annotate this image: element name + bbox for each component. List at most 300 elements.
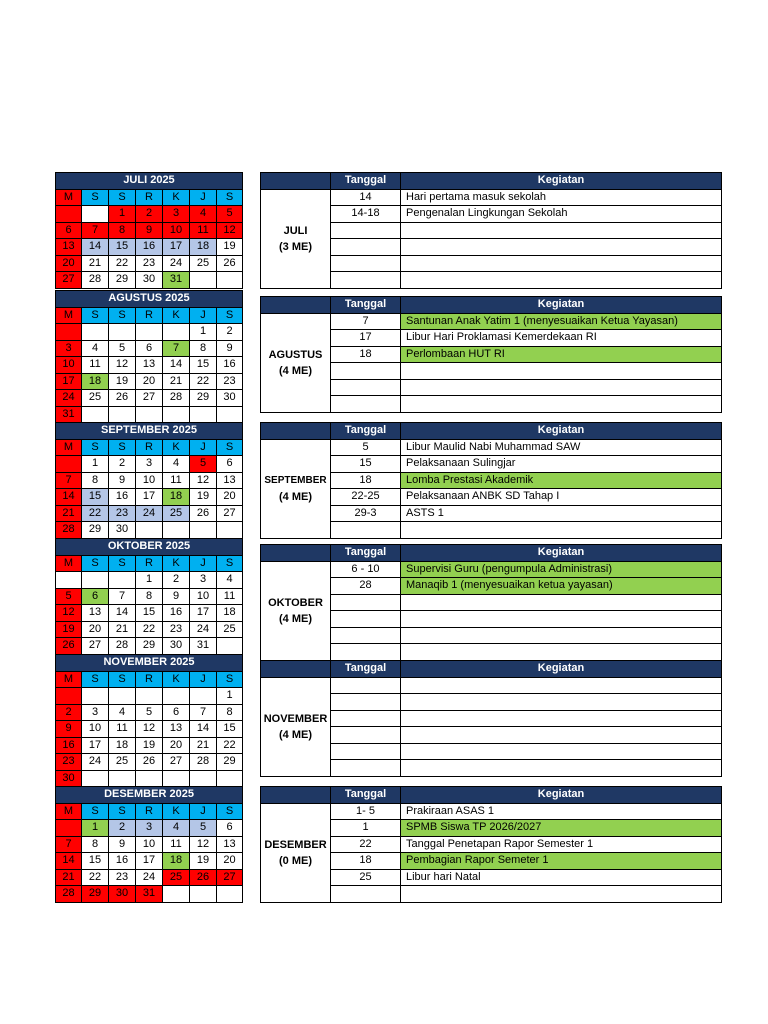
calendar-day: 9 xyxy=(109,836,136,853)
calendar-day: 7 xyxy=(190,704,217,721)
activity-row xyxy=(261,379,722,396)
weekday-label: M xyxy=(56,307,82,324)
activity-description xyxy=(401,727,722,744)
calendar-day: 9 xyxy=(217,340,243,357)
calendar-day: 4 xyxy=(109,704,136,721)
calendar-day: 19 xyxy=(217,239,243,256)
calendar-day: 29 xyxy=(190,390,217,407)
activity-date xyxy=(331,272,401,289)
weekday-header xyxy=(56,555,243,572)
activity-date xyxy=(331,677,401,694)
activity-description xyxy=(401,760,722,777)
calendar-day xyxy=(136,688,163,705)
calendar-day: 26 xyxy=(190,505,217,522)
calendar-day: 12 xyxy=(109,357,136,374)
calendar-day: 1 xyxy=(217,688,243,705)
weekday-label: S xyxy=(109,439,136,456)
calendar-day: 27 xyxy=(163,754,190,771)
calendar-week xyxy=(56,472,243,489)
activity-date xyxy=(331,239,401,256)
activity-date: 14 xyxy=(331,189,401,206)
calendar-day: 26 xyxy=(109,390,136,407)
calendar-day: 8 xyxy=(217,704,243,721)
calendar-agustus xyxy=(55,290,243,423)
activity-date xyxy=(331,627,401,644)
activity-row xyxy=(261,836,722,853)
calendar-day: 14 xyxy=(109,605,136,622)
header-kegiatan: Kegiatan xyxy=(401,173,722,190)
weekday-label: K xyxy=(163,189,190,206)
calendar-day: 10 xyxy=(56,357,82,374)
calendar-day: 26 xyxy=(56,638,82,655)
calendar-day: 15 xyxy=(136,605,163,622)
calendar-day: 15 xyxy=(82,489,109,506)
calendar-week xyxy=(56,754,243,771)
activity-date: 15 xyxy=(331,456,401,473)
calendar-day: 16 xyxy=(109,853,136,870)
calendar-day: 8 xyxy=(190,340,217,357)
activity-row xyxy=(261,803,722,820)
calendar-day xyxy=(190,688,217,705)
activities-september xyxy=(260,422,722,539)
calendar-day: 16 xyxy=(217,357,243,374)
calendar-day: 7 xyxy=(82,222,109,239)
calendar-day: 24 xyxy=(163,255,190,272)
calendar-day: 20 xyxy=(163,737,190,754)
calendar-day: 13 xyxy=(217,836,243,853)
calendar-day: 6 xyxy=(163,704,190,721)
calendar-week xyxy=(56,222,243,239)
calendar-day: 4 xyxy=(190,206,217,223)
activity-description: Libur Hari Proklamasi Kemerdekaan RI xyxy=(401,330,722,347)
activity-description: Pembagian Rapor Semeter 1 xyxy=(401,853,722,870)
activities-oktober xyxy=(260,544,722,661)
calendar-title: SEPTEMBER 2025 xyxy=(56,423,243,440)
month-me-count: (3 ME) xyxy=(279,240,312,253)
calendar-day: 12 xyxy=(136,721,163,738)
calendar-day: 31 xyxy=(190,638,217,655)
calendar-day: 6 xyxy=(82,588,109,605)
activity-description: Pelaksanaan Sulingjar xyxy=(401,456,722,473)
calendar-day: 21 xyxy=(163,373,190,390)
calendar-day: 12 xyxy=(190,472,217,489)
weekday-label: R xyxy=(136,307,163,324)
activity-row xyxy=(261,561,722,578)
calendar-day: 2 xyxy=(217,324,243,341)
calendar-day: 6 xyxy=(136,340,163,357)
calendar-day: 6 xyxy=(217,456,243,473)
calendar-day: 13 xyxy=(136,357,163,374)
activity-date xyxy=(331,363,401,380)
calendar-day xyxy=(109,688,136,705)
calendar-day: 8 xyxy=(109,222,136,239)
month-label xyxy=(261,313,331,412)
activities-juli xyxy=(260,172,722,289)
calendar-day: 28 xyxy=(163,390,190,407)
calendar-day: 25 xyxy=(163,869,190,886)
activity-description xyxy=(401,677,722,694)
activity-date xyxy=(331,594,401,611)
calendar-juli xyxy=(55,172,243,289)
calendar-week xyxy=(56,324,243,341)
calendar-day: 1 xyxy=(82,820,109,837)
calendar-day: 29 xyxy=(82,886,109,903)
activity-date xyxy=(331,644,401,661)
calendar-day xyxy=(190,886,217,903)
activity-date xyxy=(331,255,401,272)
activity-date: 22 xyxy=(331,836,401,853)
header-kegiatan: Kegiatan xyxy=(401,545,722,562)
calendar-day xyxy=(56,456,82,473)
calendar-day: 15 xyxy=(217,721,243,738)
month-name: OKTOBER xyxy=(268,596,323,609)
calendar-week xyxy=(56,406,243,423)
calendar-week xyxy=(56,820,243,837)
header-blank xyxy=(261,787,331,804)
weekday-label: M xyxy=(56,555,82,572)
weekday-label: S xyxy=(109,189,136,206)
calendar-day xyxy=(56,572,82,589)
month-label xyxy=(261,803,331,902)
month-name: SEPTEMBER xyxy=(264,474,327,486)
weekday-label: K xyxy=(163,671,190,688)
weekday-label: M xyxy=(56,803,82,820)
activity-description xyxy=(401,694,722,711)
calendar-day: 28 xyxy=(56,522,82,539)
activity-row xyxy=(261,489,722,506)
calendar-day: 26 xyxy=(136,754,163,771)
activity-description: SPMB Siswa TP 2026/2027 xyxy=(401,820,722,837)
calendar-day: 5 xyxy=(190,820,217,837)
activity-row xyxy=(261,694,722,711)
month-label xyxy=(261,189,331,288)
activity-description: Perlombaan HUT RI xyxy=(401,346,722,363)
calendar-day: 25 xyxy=(163,505,190,522)
weekday-label: K xyxy=(163,803,190,820)
calendar-week xyxy=(56,588,243,605)
calendar-day xyxy=(109,572,136,589)
header-tanggal: Tanggal xyxy=(331,297,401,314)
calendar-day: 20 xyxy=(136,373,163,390)
calendar-day xyxy=(217,638,243,655)
calendar-day: 11 xyxy=(163,836,190,853)
calendar-day: 15 xyxy=(82,853,109,870)
calendar-day: 31 xyxy=(163,272,190,289)
weekday-label: J xyxy=(190,555,217,572)
activity-date: 6 - 10 xyxy=(331,561,401,578)
calendar-november xyxy=(55,654,243,787)
weekday-label: S xyxy=(109,671,136,688)
weekday-label: J xyxy=(190,307,217,324)
calendar-day: 21 xyxy=(190,737,217,754)
calendar-day: 10 xyxy=(190,588,217,605)
calendar-day: 29 xyxy=(82,522,109,539)
calendar-day: 30 xyxy=(217,390,243,407)
activity-description: Pengenalan Lingkungan Sekolah xyxy=(401,206,722,223)
calendar-week xyxy=(56,737,243,754)
calendar-day: 28 xyxy=(190,754,217,771)
activity-date: 1 xyxy=(331,820,401,837)
calendar-day: 8 xyxy=(82,472,109,489)
calendar-day: 29 xyxy=(217,754,243,771)
weekday-label: J xyxy=(190,439,217,456)
month-name: DESEMBER xyxy=(264,838,327,851)
calendar-day: 15 xyxy=(190,357,217,374)
month-me-count: (4 ME) xyxy=(279,612,312,625)
weekday-header xyxy=(56,671,243,688)
activity-description: ASTS 1 xyxy=(401,505,722,522)
activity-description xyxy=(401,627,722,644)
activity-description xyxy=(401,396,722,413)
calendar-oktober xyxy=(55,538,243,655)
header-kegiatan: Kegiatan xyxy=(401,423,722,440)
calendar-day xyxy=(190,406,217,423)
activity-row xyxy=(261,363,722,380)
calendar-day: 17 xyxy=(136,853,163,870)
activity-description xyxy=(401,594,722,611)
activity-date: 28 xyxy=(331,578,401,595)
calendar-week xyxy=(56,522,243,539)
calendar-day xyxy=(163,522,190,539)
weekday-header xyxy=(56,307,243,324)
calendar-day xyxy=(190,770,217,787)
activity-row xyxy=(261,346,722,363)
weekday-label: S xyxy=(217,439,243,456)
calendar-week xyxy=(56,621,243,638)
weekday-header xyxy=(56,803,243,820)
activity-description: Supervisi Guru (pengumpula Administrasi) xyxy=(401,561,722,578)
calendar-week xyxy=(56,770,243,787)
activity-description: Hari pertama masuk sekolah xyxy=(401,189,722,206)
activity-row xyxy=(261,886,722,903)
activity-date xyxy=(331,710,401,727)
calendar-day: 25 xyxy=(190,255,217,272)
calendar-week xyxy=(56,836,243,853)
activity-row xyxy=(261,677,722,694)
calendar-week xyxy=(56,638,243,655)
header-blank xyxy=(261,297,331,314)
weekday-header xyxy=(56,189,243,206)
calendar-day: 23 xyxy=(109,869,136,886)
calendar-day: 3 xyxy=(163,206,190,223)
calendar-day: 22 xyxy=(217,737,243,754)
calendar-day: 15 xyxy=(109,239,136,256)
activity-row xyxy=(261,853,722,870)
calendar-day xyxy=(56,206,82,223)
activity-description: Manaqib 1 (menyesuaikan ketua yayasan) xyxy=(401,578,722,595)
calendar-week xyxy=(56,605,243,622)
activity-row xyxy=(261,439,722,456)
weekday-label: K xyxy=(163,307,190,324)
calendar-day: 24 xyxy=(82,754,109,771)
calendar-day xyxy=(136,522,163,539)
calendar-week xyxy=(56,505,243,522)
calendar-day: 26 xyxy=(217,255,243,272)
month-name: JULI xyxy=(283,224,308,237)
calendar-day xyxy=(217,770,243,787)
weekday-label: R xyxy=(136,555,163,572)
calendar-day: 9 xyxy=(56,721,82,738)
calendar-day: 14 xyxy=(56,853,82,870)
calendar-day: 14 xyxy=(163,357,190,374)
calendar-day: 5 xyxy=(109,340,136,357)
calendar-week xyxy=(56,255,243,272)
calendar-week xyxy=(56,688,243,705)
activity-description xyxy=(401,272,722,289)
activities-agustus xyxy=(260,296,722,413)
activity-date: 18 xyxy=(331,346,401,363)
calendar-day: 10 xyxy=(163,222,190,239)
calendar-day: 5 xyxy=(136,704,163,721)
weekday-label: S xyxy=(109,803,136,820)
header-blank xyxy=(261,661,331,678)
calendar-day xyxy=(136,770,163,787)
activity-row xyxy=(261,760,722,777)
calendar-day xyxy=(82,206,109,223)
calendar-day: 16 xyxy=(136,239,163,256)
calendar-day: 13 xyxy=(56,239,82,256)
activity-date xyxy=(331,611,401,628)
calendar-day: 27 xyxy=(136,390,163,407)
weekday-label: S xyxy=(217,803,243,820)
calendar-day: 20 xyxy=(82,621,109,638)
activity-description: Pelaksanaan ANBK SD Tahap I xyxy=(401,489,722,506)
activity-description xyxy=(401,255,722,272)
month-name: NOVEMBER xyxy=(263,712,328,725)
weekday-label: S xyxy=(217,671,243,688)
calendar-day: 11 xyxy=(217,588,243,605)
weekday-label: R xyxy=(136,439,163,456)
calendar-day xyxy=(82,688,109,705)
calendar-day: 12 xyxy=(217,222,243,239)
weekday-label: M xyxy=(56,439,82,456)
calendar-day: 12 xyxy=(56,605,82,622)
calendar-day: 12 xyxy=(190,836,217,853)
calendar-day: 30 xyxy=(56,770,82,787)
activity-date: 1- 5 xyxy=(331,803,401,820)
activity-date: 5 xyxy=(331,439,401,456)
calendar-day: 18 xyxy=(217,605,243,622)
calendar-title: OKTOBER 2025 xyxy=(56,539,243,556)
activity-date: 29-3 xyxy=(331,505,401,522)
calendar-day: 31 xyxy=(56,406,82,423)
calendar-day: 5 xyxy=(56,588,82,605)
calendar-september xyxy=(55,422,243,539)
calendar-day: 7 xyxy=(163,340,190,357)
calendar-day: 11 xyxy=(109,721,136,738)
calendar-day: 4 xyxy=(82,340,109,357)
calendar-day: 2 xyxy=(56,704,82,721)
weekday-label: R xyxy=(136,803,163,820)
calendar-day xyxy=(82,770,109,787)
weekday-label: R xyxy=(136,671,163,688)
weekday-label: S xyxy=(217,189,243,206)
calendar-day: 29 xyxy=(109,272,136,289)
activity-row xyxy=(261,396,722,413)
calendar-day: 3 xyxy=(136,820,163,837)
calendar-day: 1 xyxy=(82,456,109,473)
calendar-day: 13 xyxy=(163,721,190,738)
calendar-day: 19 xyxy=(190,489,217,506)
calendar-day xyxy=(163,770,190,787)
calendar-day xyxy=(217,886,243,903)
calendar-day: 17 xyxy=(190,605,217,622)
calendar-day: 31 xyxy=(136,886,163,903)
calendar-day: 8 xyxy=(82,836,109,853)
calendar-day: 3 xyxy=(190,572,217,589)
header-tanggal: Tanggal xyxy=(331,545,401,562)
calendar-day: 22 xyxy=(136,621,163,638)
calendar-day: 2 xyxy=(136,206,163,223)
weekday-label: S xyxy=(217,307,243,324)
weekday-label: K xyxy=(163,439,190,456)
weekday-label: M xyxy=(56,671,82,688)
calendar-day xyxy=(136,324,163,341)
month-me-count: (0 ME) xyxy=(279,854,312,867)
calendar-day: 23 xyxy=(163,621,190,638)
activity-date: 14-18 xyxy=(331,206,401,223)
calendar-week xyxy=(56,704,243,721)
calendar-week xyxy=(56,206,243,223)
activity-date: 18 xyxy=(331,853,401,870)
header-tanggal: Tanggal xyxy=(331,787,401,804)
calendar-day: 16 xyxy=(56,737,82,754)
month-me-count: (4 ME) xyxy=(279,364,312,377)
activity-description: Santunan Anak Yatim 1 (menyesuaikan Ketua Yayasan) xyxy=(401,313,722,330)
calendar-day: 2 xyxy=(109,820,136,837)
calendar-day xyxy=(82,572,109,589)
calendar-week xyxy=(56,239,243,256)
activity-row xyxy=(261,820,722,837)
activity-description xyxy=(401,239,722,256)
calendar-day xyxy=(217,272,243,289)
activity-date xyxy=(331,743,401,760)
calendar-day: 20 xyxy=(217,489,243,506)
calendar-week xyxy=(56,390,243,407)
activity-description: Lomba Prestasi Akademik xyxy=(401,472,722,489)
activity-row xyxy=(261,222,722,239)
weekday-label: S xyxy=(82,555,109,572)
weekday-label: J xyxy=(190,189,217,206)
activity-description: Tanggal Penetapan Rapor Semester 1 xyxy=(401,836,722,853)
weekday-label: S xyxy=(109,307,136,324)
activity-row xyxy=(261,206,722,223)
activity-date xyxy=(331,727,401,744)
calendar-day: 3 xyxy=(56,340,82,357)
calendar-day xyxy=(109,406,136,423)
calendar-day: 5 xyxy=(190,456,217,473)
calendar-title: AGUSTUS 2025 xyxy=(56,291,243,308)
calendar-day: 17 xyxy=(82,737,109,754)
weekday-label: S xyxy=(82,439,109,456)
activities-desember xyxy=(260,786,722,903)
activity-date xyxy=(331,886,401,903)
calendar-day: 1 xyxy=(190,324,217,341)
calendar-week xyxy=(56,721,243,738)
activity-description xyxy=(401,710,722,727)
calendar-day: 9 xyxy=(109,472,136,489)
calendar-day: 10 xyxy=(136,836,163,853)
calendar-day: 17 xyxy=(163,239,190,256)
weekday-label: S xyxy=(82,671,109,688)
activity-date xyxy=(331,222,401,239)
header-tanggal: Tanggal xyxy=(331,423,401,440)
calendar-week xyxy=(56,373,243,390)
calendar-day: 17 xyxy=(56,373,82,390)
activity-row xyxy=(261,644,722,661)
activity-row xyxy=(261,472,722,489)
header-kegiatan: Kegiatan xyxy=(401,297,722,314)
